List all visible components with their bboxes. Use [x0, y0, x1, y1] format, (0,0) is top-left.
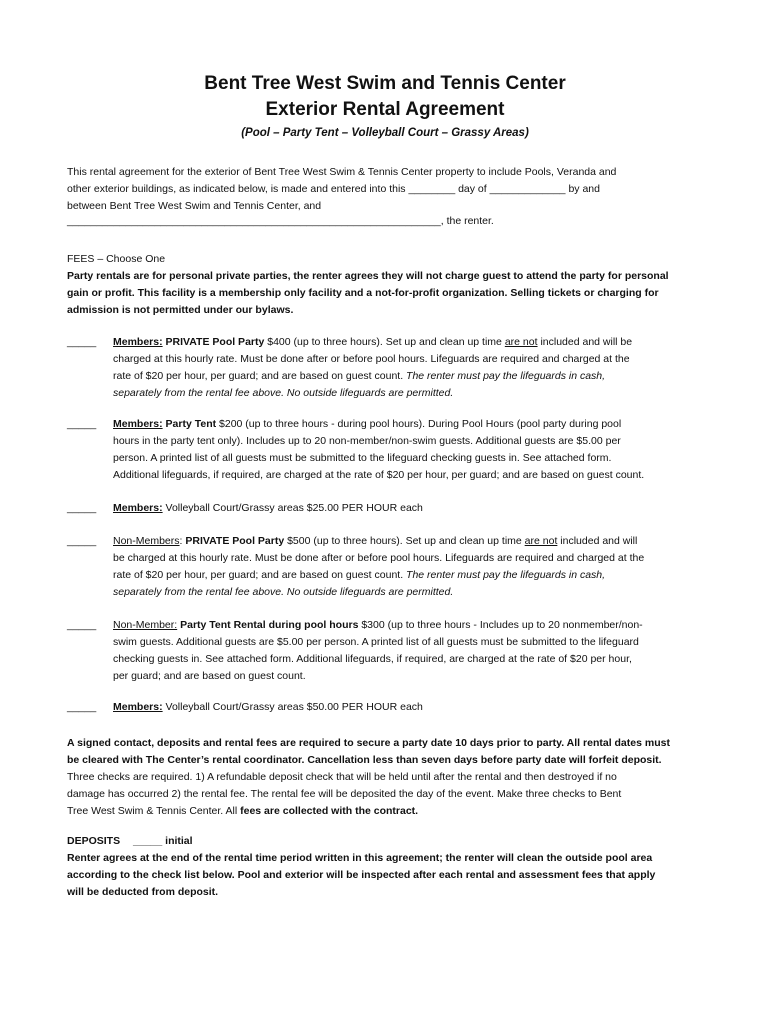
option-text: rate of $20 per hour, per guard; and are based on guest count. — [113, 370, 407, 382]
fees-line: Party rentals are for personal private parties, the renter agrees they will not charge guest to attend the party for personal — [67, 270, 669, 282]
fees-paragraph — [67, 268, 707, 319]
fees-line: gain or profit. This facility is a membership only facility and a not-for-profit organization. Selling tickets or charging for — [67, 287, 659, 299]
deposits-line: Renter agrees at the end of the rental time period written in this agreement; the renter will clean the outside pool area — [67, 852, 653, 864]
choice-blank: _____ — [67, 535, 97, 547]
terms-line: be cleared with The Center’s rental coordinator. Cancellation less than seven days before party date will forfeit deposit. — [67, 754, 662, 766]
deposits-line: according to the check list below. Pool and exterior will be inspected after each rental and assessment fees that apply — [67, 869, 656, 881]
terms-line: Tree West Swim & Tennis Center. All — [67, 805, 241, 817]
document-title: Bent Tree West Swim and Tennis Center — [204, 73, 566, 94]
option-text: $400 (up to three hours). Set up and clean up time — [264, 336, 505, 348]
terms-line: Three checks are required. 1) A refundable deposit check that will be held until after the rental and then destroyed if no — [67, 771, 617, 783]
terms-emphasis: fees are collected with the contract. — [240, 805, 419, 817]
option-text: Additional lifeguards, if required, are charged at the rate of $20 per hour, per guard; and are based on guest count. — [113, 469, 645, 481]
option-title: Party Tent — [165, 418, 217, 430]
option-text: checking guests in. See attached form. Additional lifeguards, if required, are charged at the rate of $20 per hour, — [113, 653, 632, 665]
intro-line: between Bent Tree West Swim and Tennis Center, and — [67, 200, 322, 212]
option-text: $200 (up to three hours - during pool hours). During Pool Hours (pool party during pool — [216, 418, 622, 430]
option-text: included and will be — [537, 336, 633, 348]
option-label: Members: — [113, 701, 163, 713]
rental-areas-subtitle: (Pool – Party Tent – Volleyball Court – Grassy Areas) — [241, 127, 529, 139]
choice-blank: _____ — [67, 336, 97, 348]
choice-blank: _____ — [67, 502, 97, 514]
option-text-underlined: are not — [524, 535, 558, 547]
intro-line: other exterior buildings, as indicated below, is made and entered into this ________ day of _____________ by and — [67, 183, 600, 195]
renter-name-line: ________________________________________________________________, the renter. — [67, 215, 494, 227]
intro-paragraph — [67, 164, 707, 215]
option-text: charged at this hourly rate. Must be done after or before pool hours. Lifeguards are required and charged at the — [113, 353, 630, 365]
option-text: Volleyball Court/Grassy areas $50.00 PER HOUR each — [162, 701, 423, 713]
document-page: Bent Tree West Swim and Tennis Center Exterior Rental Agreement (Pool – Party Tent – Volleyball Court – Grassy Areas) This rental agreement for the exterior of Bent Tree West Swim & Tennis Center property to include Pools, Veranda and other exterior buildings, as indicated below, is made and entered into this ________ day of _____________ by and between Bent Tree West Swim and Tennis Center, and ________________________________________________________________, the renter. FEES – Choose One Party rentals are for personal private parties, the renter agrees they will not charge guest to attend the party for personal gain or profit. This facility is a membership only facility and a not-for-profit organization. Selling tickets or charging for admission is not permitted under our bylaws. _____ Members: PRIVATE Pool Party $400 (up to three hours). Set up and clean up time are not included and will be charged at this hourly rate. Must be done after or before pool hours. Lifeguards are required and charged at the rate of $20 per hour, per guard; and are based on guest count. The renter must pay the lifeguards in cash, separately from the rental fee above. No outside lifeguards are permitted. _____ Members: Party Tent $200 (up to three hours - during pool hours). During Pool Hours (pool party during pool hours in the party tent only). Includes up to 20 non-member/non-swim guests. Additional guests are $5.00 per person. A printed list of all guests must be submitted to the lifeguard checking guests in. See attached form. Additional lifeguards, if required, are charged at the rate of $20 per hour, per guard; and are based on guest count. _____ Members: Volleyball Court/Grassy areas $25.00 PER HOUR each _____ Non-Members: PRIVATE Pool Party $500 (up to three hours). Set up and clean up time are not included and will be charged at this hourly rate. Must be done after or before pool hours. Lifeguards are required and charged at the rate of $20 per hour, per guard; and are based on guest count. The renter must pay the lifeguards in cash, separately from the rental fee above. No outside lifeguards are permitted. _____ Non-Member: Party Tent Rental during pool hours $300 (up to three hours - Includes up to 20 nonmember/non- swim guests. Additional guests are $5.00 per person. A printed list of all guests must be submitted to the lifeguard checking guests in. See attached form. Additional lifeguards, if required, are charged at the rate of $20 per hour, per guard; and are based on guest count. _____ Members: Volleyball Court/Grassy areas $50.00 PER HOUR each A signed contact, deposits and rental fees are required to secure a party date 10 days prior to party. All rental dates must be cleared with The Center’s rental coordinator. Cancellation less than seven days before party date will forfeit deposit. Three checks are required. 1) A refundable deposit check that will be held until after the rental and then destroyed if no damage has occurred 2) the rental fee. The rental fee will be deposited the day of the event. Make three checks to Bent Tree West Swim & Tennis Center. All fees are collected with the contract. DEPOSITS _____ initial Renter agrees at the end of the rental time period written in this agreement; the renter will clean the outside pool area according to the check list below. Pool and exterior will be inspected after each rental and assessment fees that apply will be deducted from deposit. — [0, 0, 770, 1024]
terms-line: A signed contact, deposits and rental fees are required to secure a party date 10 days prior to party. All rental dates must — [67, 737, 670, 749]
deposits-paragraph — [67, 850, 707, 901]
option-text: per guard; and are based on guest count. — [113, 670, 306, 682]
intro-line: This rental agreement for the exterior of Bent Tree West Swim & Tennis Center property to include Pools, Veranda and — [67, 166, 617, 178]
option-note: separately from the rental fee above. No outside lifeguards are permitted. — [113, 387, 454, 399]
deposits-heading: DEPOSITS — [67, 835, 121, 847]
option-note: separately from the rental fee above. No outside lifeguards are permitted. — [113, 586, 454, 598]
option-note: The renter must pay the lifeguards in cash, — [406, 370, 606, 382]
contract-terms-paragraph — [67, 735, 707, 820]
option-text: person. A printed list of all guests must be submitted to the lifeguard checking guests in. See attached form. — [113, 452, 612, 464]
choice-blank: _____ — [67, 701, 97, 713]
fees-heading: FEES – Choose One — [67, 253, 166, 265]
deposits-line: will be deducted from deposit. — [67, 886, 219, 898]
deposits-initial-blank: _____ initial — [133, 835, 193, 847]
option-label: Members: — [113, 418, 163, 430]
option-text-underlined: are not — [504, 336, 538, 348]
terms-line: damage has occurred 2) the rental fee. The rental fee will be deposited the day of the event. Make three checks to Bent — [67, 788, 622, 800]
option-text: included and will — [557, 535, 638, 547]
fees-line: admission is not permitted under our bylaws. — [67, 304, 294, 316]
deposits-heading-row — [67, 833, 707, 850]
option-title: Party Tent Rental during pool hours — [180, 619, 359, 631]
option-title: PRIVATE Pool Party — [185, 535, 285, 547]
choice-blank: _____ — [67, 418, 97, 430]
option-title: PRIVATE Pool Party — [165, 336, 265, 348]
option-text: $300 (up to three hours - Includes up to 20 nonmember/non- — [358, 619, 643, 631]
option-text: be charged at this hourly rate. Must be done after or before pool hours. Lifeguards are required and charged at the — [113, 552, 645, 564]
option-text: rate of $20 per hour, per guard; and are based on guest count. — [113, 569, 407, 581]
choice-blank: _____ — [67, 619, 97, 631]
option-label: Members: — [113, 502, 163, 514]
option-text: Volleyball Court/Grassy areas $25.00 PER HOUR each — [162, 502, 423, 514]
option-note: The renter must pay the lifeguards in cash, — [406, 569, 606, 581]
option-label: Non-Members — [113, 535, 180, 547]
option-label: Members: — [113, 336, 163, 348]
option-text: hours in the party tent only). Includes up to 20 non-member/non-swim guests. Additional guests are $5.00 per — [113, 435, 621, 447]
option-text: $500 (up to three hours). Set up and clean up time — [284, 535, 525, 547]
option-label: Non-Member: — [113, 619, 178, 631]
document-subtitle-heading: Exterior Rental Agreement — [265, 99, 505, 120]
option-text: swim guests. Additional guests are $5.00 per person. A printed list of all guests must be submitted to the lifeguard — [113, 636, 639, 648]
